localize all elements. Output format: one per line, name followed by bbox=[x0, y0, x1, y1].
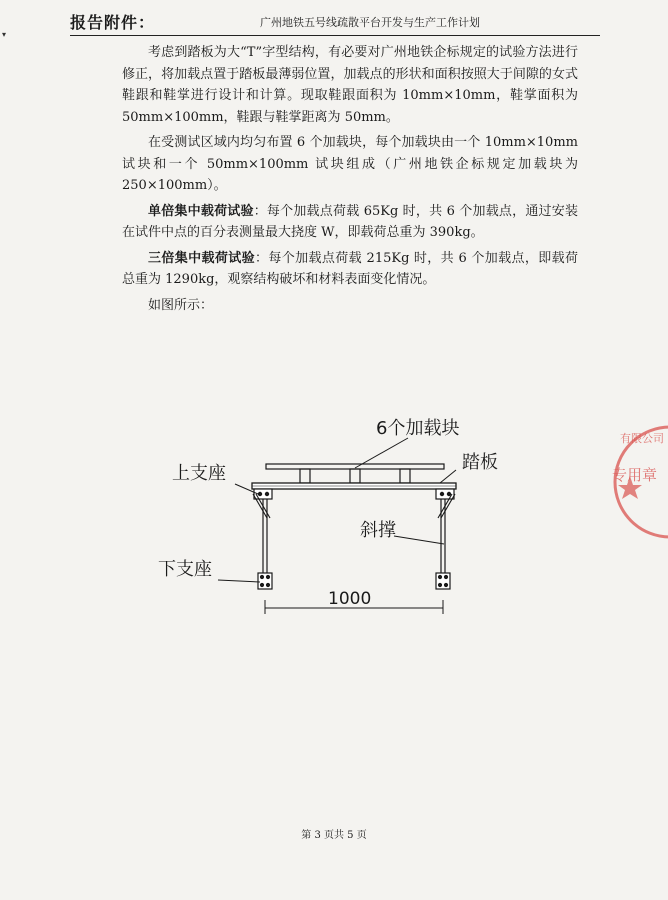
lower-supports bbox=[258, 573, 450, 589]
document-title: 广州地铁五号线疏散平台开发与生产工作计划 bbox=[260, 16, 480, 29]
company-seal bbox=[600, 420, 668, 570]
tread-plate bbox=[252, 483, 456, 489]
paragraph: 三倍集中载荷试验：每个加载点荷载 215Kg 时，共 6 个加载点，即载荷总重为 1290kg，观察结构破坏和材料表面变化情况。 bbox=[122, 250, 578, 287]
leader-lines bbox=[218, 438, 456, 582]
loading-blocks bbox=[266, 464, 444, 483]
tread-label: 踏板 bbox=[462, 452, 498, 473]
posts bbox=[263, 499, 445, 573]
paragraph: 如图所示： bbox=[148, 297, 214, 313]
seal-text-top: 有限公司 bbox=[620, 432, 664, 445]
lower-support-label: 下支座 bbox=[158, 559, 212, 580]
upper-supports bbox=[254, 489, 454, 499]
test-setup-figure bbox=[150, 408, 530, 618]
page-number: 第 3 页共 5 页 bbox=[301, 830, 367, 841]
span-dimension: 1000 bbox=[328, 589, 372, 609]
header-divider bbox=[70, 35, 600, 36]
seal-text-bottom: 专用章 bbox=[612, 466, 658, 484]
brace-label: 斜撑 bbox=[360, 520, 396, 541]
upper-support-label: 上支座 bbox=[172, 463, 226, 484]
scan-mark: ▾ bbox=[2, 30, 7, 39]
paragraph: 在受测试区域内均匀布置 6 个加载块，每个加载块由一个 10mm×10mm 试块和一个 50mm×100mm 试块组成（广州地铁企标规定加载块为 250×100mm）。 bbox=[122, 135, 578, 193]
paragraph: 单倍集中载荷试验：每个加载点荷载 65Kg 时，共 6 个加载点，通过安装在试件中点的百分表测量最大挠度 W，即载荷总重为 390kg。 bbox=[122, 203, 578, 240]
diagonal-braces bbox=[253, 494, 455, 518]
body-text bbox=[122, 42, 578, 320]
paragraph: 考虑到踏板为大“T”字型结构，有必要对广州地铁企标规定的试验方法进行修正，将加载点置于踏板最薄弱位置，加载点的形状和面积按照大于间隙的女式鞋跟和鞋掌进行设计和计算。现取鞋跟面积为 10mm×10mm，鞋掌面积为 50mm×100mm，鞋跟与鞋掌距离为 50mm。 bbox=[122, 45, 578, 125]
loading-blocks-label: 6个加载块 bbox=[376, 418, 460, 439]
report-attachment-label: 报告附件： bbox=[70, 13, 156, 32]
